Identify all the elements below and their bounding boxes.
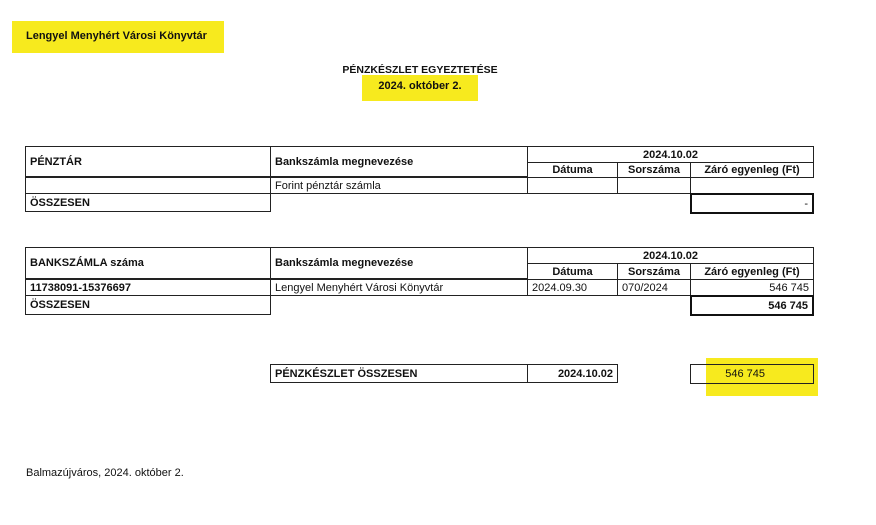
summary-date: 2024.10.02: [527, 364, 618, 383]
cash-total-value: -: [690, 193, 814, 214]
bank-row-name: Lengyel Menyhért Városi Könyvtár: [270, 279, 528, 296]
bank-col-serial: Sorszáma: [617, 263, 691, 280]
bank-row-account: 11738091-15376697: [25, 279, 271, 296]
cash-date-group: 2024.10.02: [527, 146, 814, 163]
cash-col-serial: Sorszáma: [617, 162, 691, 178]
doc-date: 2024. október 2.: [378, 80, 462, 92]
cash-section-label: PÉNZTÁR: [25, 146, 271, 177]
cash-account-name-header: Bankszámla megnevezése: [270, 146, 528, 177]
cash-col-balance: Záró egyenleg (Ft): [690, 162, 814, 178]
cash-total-label: ÖSSZESEN: [25, 193, 271, 212]
cash-row-account: [25, 177, 271, 194]
cash-col-date: Dátuma: [527, 162, 618, 178]
bank-row-date: 2024.09.30: [527, 279, 618, 296]
bank-account-name-header: Bankszámla megnevezése: [270, 247, 528, 279]
bank-row-balance: 546 745: [690, 279, 814, 296]
bank-total-label: ÖSSZESEN: [25, 295, 271, 315]
bank-total-value: 546 745: [690, 295, 814, 316]
library-name: Lengyel Menyhért Városi Könyvtár: [26, 30, 207, 42]
bank-section-label: BANKSZÁMLA száma: [25, 247, 271, 279]
bank-date-group: 2024.10.02: [527, 247, 814, 264]
bank-col-balance: Záró egyenleg (Ft): [690, 263, 814, 280]
cash-row-name: Forint pénztár számla: [270, 177, 528, 194]
summary-label: PÉNZKÉSZLET ÖSSZESEN: [270, 364, 528, 383]
cash-row-serial: [617, 177, 691, 194]
bank-col-date: Dátuma: [527, 263, 618, 280]
bank-row-serial: 070/2024: [617, 279, 691, 296]
cash-row-date: [527, 177, 618, 194]
footer-place-date: Balmazújváros, 2024. október 2.: [26, 467, 184, 479]
summary-value: 546 745: [690, 364, 814, 384]
doc-title: PÉNZKÉSZLET EGYEZTETÉSE: [342, 64, 498, 76]
